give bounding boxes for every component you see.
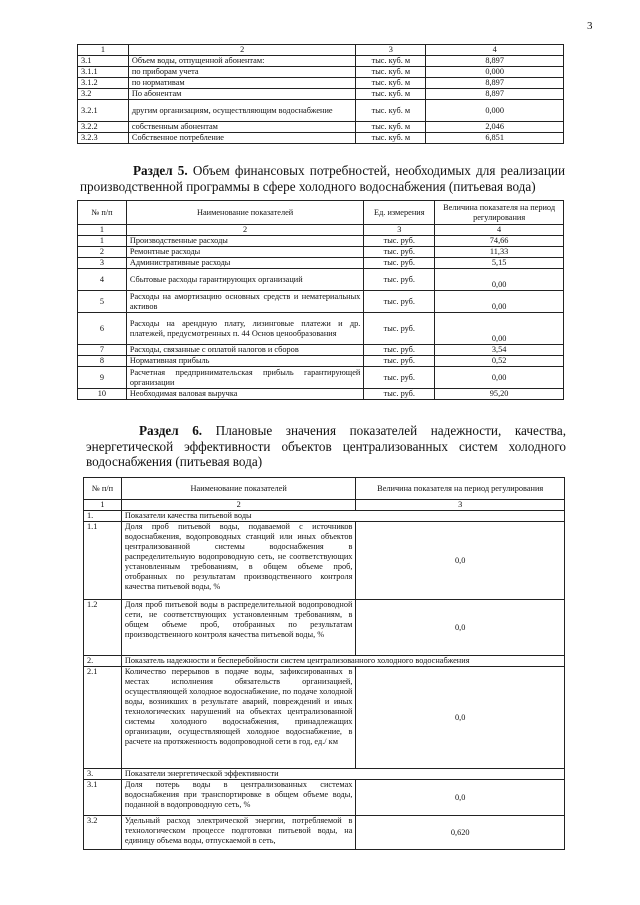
row-name: По абонентам: [128, 89, 356, 100]
row-name: Объем воды, отпущенной абонентам:: [128, 56, 356, 67]
header-cell: Величина показателя на период регулирования: [356, 478, 565, 500]
row-number: 3.1: [84, 780, 122, 816]
row-value: 0,0: [356, 522, 565, 600]
row-value: 0,00: [435, 269, 564, 291]
number-cell: 2: [126, 225, 363, 236]
table-row: [78, 78, 564, 89]
group-number: 2.: [84, 656, 122, 667]
row-unit: тыс. руб.: [364, 389, 435, 400]
table-row: [78, 269, 564, 291]
row-value: 2,046: [426, 122, 564, 133]
row-value: 0,0: [356, 667, 565, 769]
row-value: 3,54: [435, 345, 564, 356]
row-value: 0,00: [435, 313, 564, 345]
table-header-row: [84, 478, 565, 500]
header-cell: Наименование показателей: [126, 201, 363, 225]
table-row: [78, 67, 564, 78]
number-cell: 4: [435, 225, 564, 236]
group-name: Показатель надежности и бесперебойности систем централизованного холодного водоснабжения: [121, 656, 564, 667]
table-row: [84, 522, 565, 600]
header-cell: № п/п: [84, 478, 122, 500]
section-5-label: Раздел 5.: [133, 163, 188, 178]
number-cell: 1: [84, 500, 122, 511]
row-value: 8,897: [426, 78, 564, 89]
header-cell: 2: [128, 45, 356, 56]
number-cell: 3: [356, 500, 565, 511]
row-number: 3: [78, 258, 127, 269]
row-number: 8: [78, 356, 127, 367]
table-header-row: [78, 201, 564, 225]
group-name: Показатели качества питьевой воды: [121, 511, 564, 522]
row-unit: тыс. куб. м: [356, 56, 426, 67]
table-row: [78, 313, 564, 345]
row-number: 4: [78, 269, 127, 291]
row-number: 3.2.2: [78, 122, 129, 133]
table-row: [78, 100, 564, 122]
row-number: 9: [78, 367, 127, 389]
row-number: 3.2.1: [78, 100, 129, 122]
table-row: [84, 816, 565, 850]
row-number: 3.2: [84, 816, 122, 850]
section-6-title: Плановые значения показателей надежности, качества, энергетической эффективности объектов централизованных систем холодного водоснабжения (питьевая вода): [86, 423, 566, 469]
row-name: Ремонтные расходы: [126, 247, 363, 258]
row-number: 10: [78, 389, 127, 400]
row-name: Удельный расход электрической энергии, потребляемой в технологическом процессе подготовки питьевой воды, на единицу объема воды, отпускаемой в сеть,: [121, 816, 356, 850]
row-value: 11,33: [435, 247, 564, 258]
table-header-row: [78, 45, 564, 56]
table-row: [78, 367, 564, 389]
row-name: Расходы, связанные с оплатой налогов и сборов: [126, 345, 363, 356]
table-number-row: [84, 500, 565, 511]
row-value: 8,897: [426, 89, 564, 100]
number-cell: 2: [121, 500, 356, 511]
table-row: [78, 389, 564, 400]
header-cell: 4: [426, 45, 564, 56]
row-name: Расходы на амортизацию основных средств и нематериальных активов: [126, 291, 363, 313]
row-unit: тыс. куб. м: [356, 100, 426, 122]
row-unit: тыс. руб.: [364, 313, 435, 345]
row-unit: тыс. руб.: [364, 345, 435, 356]
row-unit: тыс. куб. м: [356, 122, 426, 133]
row-name: собственным абонентам: [128, 122, 356, 133]
table-water-volumes: [77, 44, 564, 144]
section-6-label: Раздел 6.: [139, 423, 203, 438]
row-name: по нормативам: [128, 78, 356, 89]
row-name: Нормативная прибыль: [126, 356, 363, 367]
header-cell: Ед. измерения: [364, 201, 435, 225]
row-value: 0,620: [356, 816, 565, 850]
row-name: Расчетная предпринимательская прибыль гарантирующей организации: [126, 367, 363, 389]
row-value: 6,851: [426, 133, 564, 144]
row-number: 7: [78, 345, 127, 356]
number-cell: 3: [364, 225, 435, 236]
row-name: Собственное потребление: [128, 133, 356, 144]
section-6-heading: [86, 423, 566, 470]
page-number: 3: [587, 20, 593, 32]
row-number: 5: [78, 291, 127, 313]
row-unit: тыс. руб.: [364, 356, 435, 367]
row-unit: тыс. куб. м: [356, 67, 426, 78]
row-number: 1.1: [84, 522, 122, 600]
row-value: 74,66: [435, 236, 564, 247]
row-value: 0,0: [356, 600, 565, 656]
row-value: 95,20: [435, 389, 564, 400]
row-number: 3.1.2: [78, 78, 129, 89]
row-unit: тыс. руб.: [364, 367, 435, 389]
row-value: 0,000: [426, 67, 564, 78]
table-planned-indicators: [83, 477, 565, 850]
row-name: Расходы на арендную плату, лизинговые платежи и др. платежей, предусмотренных п. 44 Основ ценообразования: [126, 313, 363, 345]
row-number: 1.2: [84, 600, 122, 656]
table-row: [78, 236, 564, 247]
header-cell: Наименование показателей: [121, 478, 356, 500]
group-row: [84, 769, 565, 780]
row-name: другим организациям, осуществляющим водоснабжение: [128, 100, 356, 122]
number-cell: 1: [78, 225, 127, 236]
row-number: 3.1: [78, 56, 129, 67]
row-number: 2: [78, 247, 127, 258]
row-unit: тыс. куб. м: [356, 78, 426, 89]
header-cell: Величина показателя на период регулирования: [435, 201, 564, 225]
row-name: Необходимая валовая выручка: [126, 389, 363, 400]
table-row: [78, 258, 564, 269]
header-cell: 3: [356, 45, 426, 56]
table-row: [78, 122, 564, 133]
group-row: [84, 511, 565, 522]
row-number: 6: [78, 313, 127, 345]
table-row: [78, 247, 564, 258]
table-row: [78, 56, 564, 67]
header-cell: № п/п: [78, 201, 127, 225]
table-row: [84, 780, 565, 816]
row-unit: тыс. руб.: [364, 291, 435, 313]
row-number: 3.2: [78, 89, 129, 100]
row-name: Доля потерь воды в централизованных системах водоснабжения при транспортировке в общем объеме воды, поданной в водопроводную сеть, %: [121, 780, 356, 816]
row-value: 5,15: [435, 258, 564, 269]
row-value: 0,00: [435, 291, 564, 313]
row-name: Доля проб питьевой воды в распределительной водопроводной сети, не соответствующих установленным требованиям, в общем объеме проб, отобранных по результатам производственного контроля качества питьевой воды, %: [121, 600, 356, 656]
table-number-row: [78, 225, 564, 236]
table-row: [78, 133, 564, 144]
table-row: [84, 667, 565, 769]
row-number: 1: [78, 236, 127, 247]
row-name: Производственные расходы: [126, 236, 363, 247]
row-number: 3.1.1: [78, 67, 129, 78]
row-unit: тыс. руб.: [364, 236, 435, 247]
row-number: 3.2.3: [78, 133, 129, 144]
row-unit: тыс. руб.: [364, 269, 435, 291]
row-value: 8,897: [426, 56, 564, 67]
row-unit: тыс. руб.: [364, 258, 435, 269]
table-financial-needs: [77, 200, 564, 400]
row-value: 0,000: [426, 100, 564, 122]
table-row: [78, 356, 564, 367]
row-unit: тыс. куб. м: [356, 133, 426, 144]
section-5-title: Объем финансовых потребностей, необходимых для реализации производственной программы в сфере холодного водоснабжения (питьевая вода): [80, 163, 565, 194]
row-name: Количество перерывов в подаче воды, зафиксированных в местах исполнения обязательств организацией, осуществляющей холодное водоснабжение, по подаче холодной воды, возникших в результате аварий, повреждений и иных технологических нарушений на объектах централизованной системы холодного водоснабжения, принадлежащих организации, осуществляющей холодное водоснабжение, в расчете на протяженность водопроводной сети в год, ед./ км: [121, 667, 356, 769]
group-row: [84, 656, 565, 667]
table-row: [84, 600, 565, 656]
row-number: 2.1: [84, 667, 122, 769]
group-name: Показатели энергетической эффективности: [121, 769, 564, 780]
row-name: Доля проб питьевой воды, подаваемой с источников водоснабжения, водопроводных станций или иных объектов централизованной системы водоснабжения в распределительную водопроводную сеть, не соответствующих установленным требованиям, в общем объеме проб, отобранных по результатам производственного контроля качества питьевой воды, %: [121, 522, 356, 600]
row-value: 0,00: [435, 367, 564, 389]
section-5-heading: [80, 163, 565, 194]
group-number: 3.: [84, 769, 122, 780]
group-number: 1.: [84, 511, 122, 522]
row-name: Административные расходы: [126, 258, 363, 269]
table-row: [78, 89, 564, 100]
row-unit: тыс. руб.: [364, 247, 435, 258]
row-name: по приборам учета: [128, 67, 356, 78]
row-value: 0,0: [356, 780, 565, 816]
row-unit: тыс. куб. м: [356, 89, 426, 100]
row-name: Сбытовые расходы гарантирующих организаций: [126, 269, 363, 291]
header-cell: 1: [78, 45, 129, 56]
table-row: [78, 345, 564, 356]
row-value: 0,52: [435, 356, 564, 367]
table-row: [78, 291, 564, 313]
